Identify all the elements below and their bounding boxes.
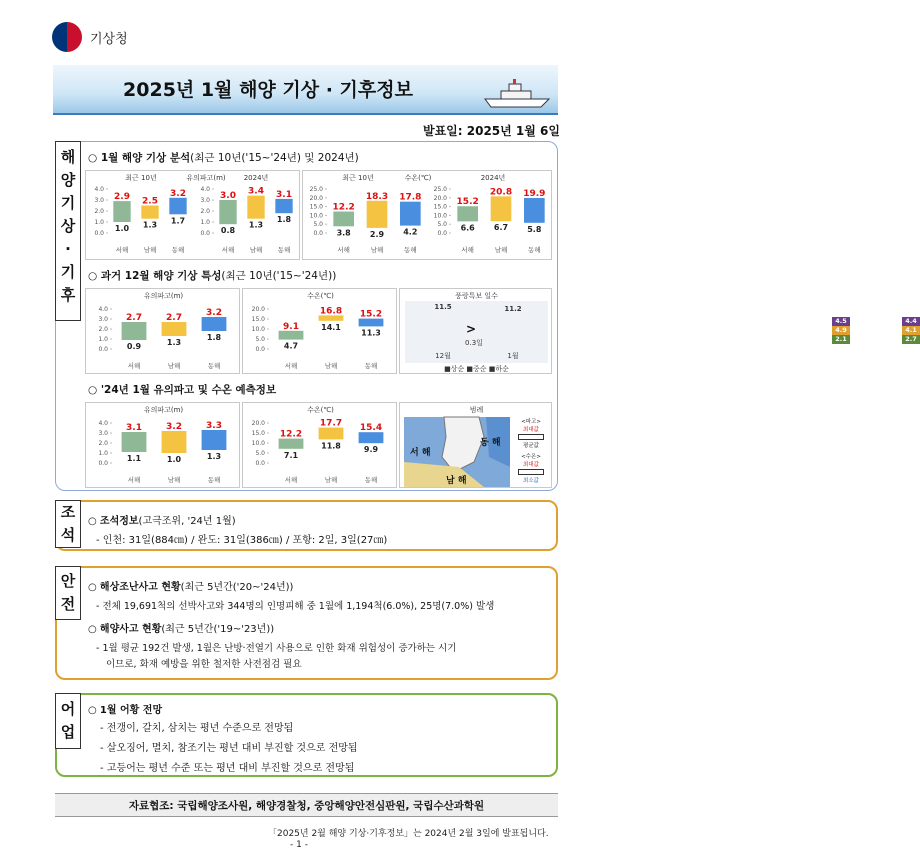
bullet: ○ [88,516,100,527]
data-label-max: 2.7 [166,313,182,323]
tide-section-label [55,500,81,548]
data-label-min: 3.8 [336,228,351,238]
storm-stack-segment: 2.1 [832,335,850,344]
jan-temp-panel [302,170,552,260]
bullet: ○ [88,152,101,164]
forecast-wave-chart [86,413,241,489]
legend-min: 최소값 [523,478,539,484]
data-bar [122,432,147,452]
label-char: 조 [60,503,76,521]
data-label-max: 3.2 [170,188,186,199]
tick-label: 3.0 [94,197,104,204]
section3-heading: '24년 1월 유의파고 및 수온 예측정보 [100,384,277,396]
data-label-max: 12.2 [332,202,355,213]
data-bar [279,439,304,449]
label-char: 석 [60,526,76,544]
legend-map-panel [399,402,552,488]
category-label: 서해 [127,476,141,484]
data-label-max: 18.3 [365,191,389,202]
category-label: 남해 [249,246,263,254]
section1-title [88,150,359,165]
jan-wave-chart [86,181,301,261]
data-label-min: 1.3 [166,338,182,347]
panel-subtitle: 수온(℃) [404,174,432,182]
data-bar [319,428,344,440]
kma-logo [52,22,82,52]
safety-title2 [88,620,274,635]
category-label: 남해 [494,246,508,254]
label-char: 어 [60,700,76,718]
data-label-min: 6.7 [493,223,509,233]
tick-label: 10.0 [251,440,265,447]
data-bar [202,317,227,331]
tide-heading: 조석정보 [99,516,139,527]
legend-max: 최대값 [523,427,539,433]
bullet: ○ [88,624,100,635]
data-label-min: 1.8 [206,333,222,342]
data-bar [247,196,264,219]
data-label-max: 3.3 [206,421,222,431]
tick-label: 0.0 [98,460,108,467]
tick-label: 25.0 [433,186,447,193]
data-bar [524,198,545,223]
data-bar [113,201,130,222]
tick-label: 0.0 [200,230,210,237]
data-label-max: 3.4 [248,186,264,197]
tick-label: 20.0 [309,194,323,202]
data-label-min: 1.3 [206,452,222,461]
storm-jan-note: 0.3일 [465,339,483,347]
tick-label: 15.0 [251,316,265,323]
label-char: 해 [60,148,76,166]
safety-line2b: 이므로, 화재 예방을 위한 철저한 사전점검 필요 [106,659,302,670]
tick-label: 10.0 [433,212,447,220]
storm-stack-segment: 4.1 [902,326,920,335]
panel-subtitle: 유의파고(m) [143,292,184,300]
category-label: 동해 [171,246,185,254]
safety-line1: - 전체 19,691척의 선박사고와 344명의 인명피해 중 1월에 1,194척(6.0%), 25명(7.0%) 발생 [96,601,495,612]
label-char: 기 [60,194,76,212]
footer-note: 「2025년 2월 해양 기상·기후정보」는 2024년 2월 3일에 발표됩니다. [268,829,549,839]
data-label-min: 1.0 [114,224,130,233]
label-char: · [65,240,71,258]
data-bar [279,331,304,340]
storm-cat-jan: 1월 [507,352,519,360]
safety-sub1: (최근 5년간('20~'24년)) [180,582,294,593]
legend-temp: <수온> [521,454,541,460]
label-char: 업 [60,723,76,741]
tick-label: 20.0 [251,420,265,427]
tick-label: 2.0 [98,326,108,333]
title-banner [53,65,558,115]
tick-label: 15.0 [309,203,323,211]
category-label: 동해 [207,476,221,484]
storm-stack-segment: 4.5 [832,317,850,326]
map-label-east: 동 해 [480,438,501,448]
data-label-max: 15.2 [359,309,383,320]
forecast-temp-chart [243,413,398,489]
storm-total-jan: 11.2 [504,305,522,313]
category-label: 서해 [337,246,350,254]
jan-wave-panel [85,170,300,260]
storm-stack-segment: 4.9 [832,326,850,335]
section1-sub: (최근 10년('15~'24년) 및 2024년) [190,152,359,164]
tick-label: 2.0 [98,440,108,447]
data-bar [400,202,421,226]
data-label-max: 20.8 [489,187,513,198]
category-label: 남해 [370,246,384,254]
bullet: ○ [88,384,101,396]
data-label-min: 1.3 [142,220,158,230]
panel-subtitle: 2024년 [243,174,269,182]
publish-date: 발표일: 2025년 1월 6일 [423,124,560,138]
data-label-min: 9.9 [363,445,379,455]
tick-label: 0.0 [255,346,265,353]
data-label-max: 3.1 [276,189,292,200]
data-label-min: 1.1 [126,454,142,463]
tick-label: 4.0 [98,420,108,427]
tick-label: 3.0 [98,430,108,437]
data-label-min: 14.1 [321,322,341,332]
safety-heading1: 해상조난사고 현황 [99,582,181,593]
tick-label: 1.0 [200,219,210,226]
tide-title [88,512,236,527]
legend-box [518,434,544,440]
storm-stack-segment: 4.4 [902,317,920,326]
data-source: 자료협조: 국립해양조사원, 해양경찰청, 중앙해양안전심판원, 국립수산과학원 [55,793,558,817]
data-bar [367,201,388,228]
tick-label: 0.0 [437,230,447,237]
fishery-line3: - 고등어는 평년 수준 또는 평년 대비 부진할 것으로 전망됨 [100,763,355,774]
safety-line2a: - 1월 평균 192건 발생, 1월은 난방·전열기 사용으로 인한 화재 위험성이 증가하는 시기 [96,643,457,654]
dec-wave-chart [86,299,241,375]
data-label-min: 4.2 [403,227,418,237]
tick-label: 0.0 [94,230,104,237]
category-label: 동해 [207,362,221,370]
fishery-section-label [55,693,81,749]
tick-label: 0.0 [255,460,265,467]
storm-legend: ■상순 ■중순 ■하순 [444,365,509,373]
tick-label: 25.0 [309,186,323,193]
section2-sub: (최근 10년('15~'24년)) [221,270,337,282]
data-bar [202,430,227,450]
tick-label: 5.0 [437,221,447,229]
tick-label: 15.0 [433,203,447,211]
category-label: 동해 [364,362,378,370]
category-label: 남해 [167,476,181,484]
section3-title [88,382,276,397]
data-bar [169,198,186,215]
legend-keys [512,417,550,484]
label-char: 양 [60,171,76,189]
section2-heading: 과거 12월 해양 기상 특성 [100,270,222,282]
tick-label: 2.0 [94,208,104,215]
category-label: 서해 [115,246,129,254]
tick-label: 1.0 [94,219,104,226]
data-bar [219,200,236,224]
data-bar [491,196,512,221]
data-bar [141,206,158,219]
data-label-min: 4.7 [283,341,299,351]
data-label-min: 0.8 [220,226,236,236]
data-label-max: 2.5 [142,196,158,207]
data-label-min: 1.3 [248,220,264,230]
label-char: 전 [60,595,76,613]
data-label-min: 1.0 [166,455,182,464]
data-label-min: 6.6 [460,223,475,233]
dec-temp-chart [243,299,398,375]
category-label: 남해 [324,476,338,484]
category-label: 남해 [324,362,338,370]
storm-stack-segment: 2.7 [902,335,920,344]
storm-cat-dec: 12월 [435,352,451,360]
category-label: 동해 [277,246,291,254]
storm-total-dec: 11.5 [434,303,452,311]
page-number: - 1 - [290,840,308,850]
legend-max2: 최대값 [523,462,539,468]
label-char: 후 [60,286,76,304]
data-label-min: 7.1 [283,450,299,460]
data-label-max: 3.2 [206,308,222,318]
safety-section-label [55,566,81,620]
data-bar [122,322,147,340]
data-label-max: 9.1 [283,321,299,332]
tick-label: 3.0 [200,197,210,204]
data-label-min: 2.9 [369,229,385,239]
fishery-heading: 1월 어황 전망 [99,705,163,716]
fishery-line1: - 전갱이, 갈치, 삼치는 평년 수준으로 전망됨 [100,723,294,734]
dec-temp-panel [242,288,397,374]
fishery-title [88,701,162,716]
bullet: ○ [88,705,100,716]
category-label: 남해 [143,246,157,254]
panel-subtitle: 수온(℃) [307,292,334,300]
tick-label: 15.0 [251,430,265,437]
map-label-south: 남 해 [446,476,467,486]
panel-subtitle: 최근 10년 [125,174,157,182]
category-label: 동해 [364,476,378,484]
safety-title1 [88,578,293,593]
data-bar [359,432,384,443]
tide-sub: (고극조위, '24년 1월) [138,516,236,527]
data-label-max: 3.0 [220,191,236,201]
data-bar [333,212,354,227]
panel-subtitle: 풍랑특보 일수 [455,292,498,300]
data-label-min: 11.3 [361,328,381,338]
tick-label: 4.0 [94,186,104,193]
forecast-wave-panel [85,402,240,488]
greater-than-icon: > [466,322,477,336]
category-label: 서해 [221,246,235,254]
jan-temp-chart [303,181,553,261]
tick-label: 20.0 [433,194,447,202]
bullet: ○ [88,582,100,593]
data-label-max: 12.2 [279,429,303,440]
tick-label: 0.0 [98,346,108,353]
data-bar [359,319,384,327]
safety-heading2: 해양사고 현황 [99,624,162,635]
section2-title [88,268,336,283]
legend-wave: <파고> [521,419,541,425]
map-label-west: 서 해 [410,448,431,458]
data-label-max: 17.8 [399,192,422,203]
bullet: ○ [88,270,101,282]
data-label-min: 0.9 [126,342,142,351]
section1-heading: 1월 해양 기상 분석 [100,152,191,164]
data-bar [275,199,292,213]
data-label-min: 11.8 [321,441,341,451]
tick-label: 4.0 [200,186,210,193]
tick-label: 5.0 [313,221,323,229]
label-char: 안 [60,572,76,590]
tick-label: 10.0 [309,212,323,220]
page-title: 2025년 1월 해양 기상 · 기후정보 [123,79,413,101]
data-label-max: 17.7 [319,418,343,429]
fishery-line2: - 살오징어, 멸치, 참조기는 평년 대비 부진할 것으로 전망됨 [100,743,358,754]
sea-map [404,417,510,487]
tick-label: 1.0 [98,336,108,343]
data-label-min: 1.7 [170,216,186,226]
panel-subtitle: 유의파고(m) [143,406,184,414]
category-label: 동해 [404,246,417,254]
ship-illustration [483,79,553,109]
tick-label: 3.0 [98,316,108,323]
forecast-temp-panel [242,402,397,488]
panel-subtitle: 최근 10년 [342,174,374,182]
category-label: 남해 [167,362,181,370]
category-label: 동해 [528,246,541,254]
storm-days-panel [399,288,917,374]
data-label-max: 15.2 [456,197,479,208]
tick-label: 5.0 [255,450,265,457]
weather-section-label [55,141,81,321]
category-label: 서해 [284,362,298,370]
data-label-max: 3.1 [126,423,142,433]
safety-sub2: (최근 5년간('19~'23년)) [161,624,275,635]
data-label-min: 5.8 [527,224,542,234]
legend-box [518,469,544,475]
panel-subtitle: 수온(℃) [307,406,334,414]
category-label: 서해 [284,476,298,484]
category-label: 서해 [461,246,474,254]
data-bar [162,322,187,336]
tick-label: 1.0 [98,450,108,457]
panel-subtitle: 유의파고(m) [186,174,226,182]
data-label-max: 3.2 [166,422,182,432]
data-label-max: 2.7 [126,313,142,323]
tick-label: 20.0 [251,306,265,313]
tick-label: 10.0 [251,326,265,333]
data-label-max: 2.9 [114,192,130,203]
label-char: 상 [60,217,76,235]
category-label: 서해 [127,362,141,370]
panel-subtitle: 2024년 [480,174,506,182]
tick-label: 0.0 [313,230,323,237]
tick-label: 5.0 [255,336,265,343]
tick-label: 2.0 [200,208,210,215]
data-label-max: 19.9 [523,188,546,199]
legend-avg: 평균값 [523,443,539,449]
data-bar [162,431,187,453]
legend-title: 범례 [469,406,484,414]
data-label-max: 15.4 [359,423,383,434]
data-label-max: 16.8 [319,306,343,317]
tick-label: 4.0 [98,306,108,313]
agency-name: 기상청 [90,32,128,47]
label-char: 기 [60,263,76,281]
data-label-min: 1.8 [276,215,292,225]
dec-wave-panel [85,288,240,374]
data-bar [457,206,478,221]
tide-info: - 인천: 31일(884㎝) / 완도: 31일(386㎝) / 포항: 2일, 3일(27㎝) [96,535,388,546]
